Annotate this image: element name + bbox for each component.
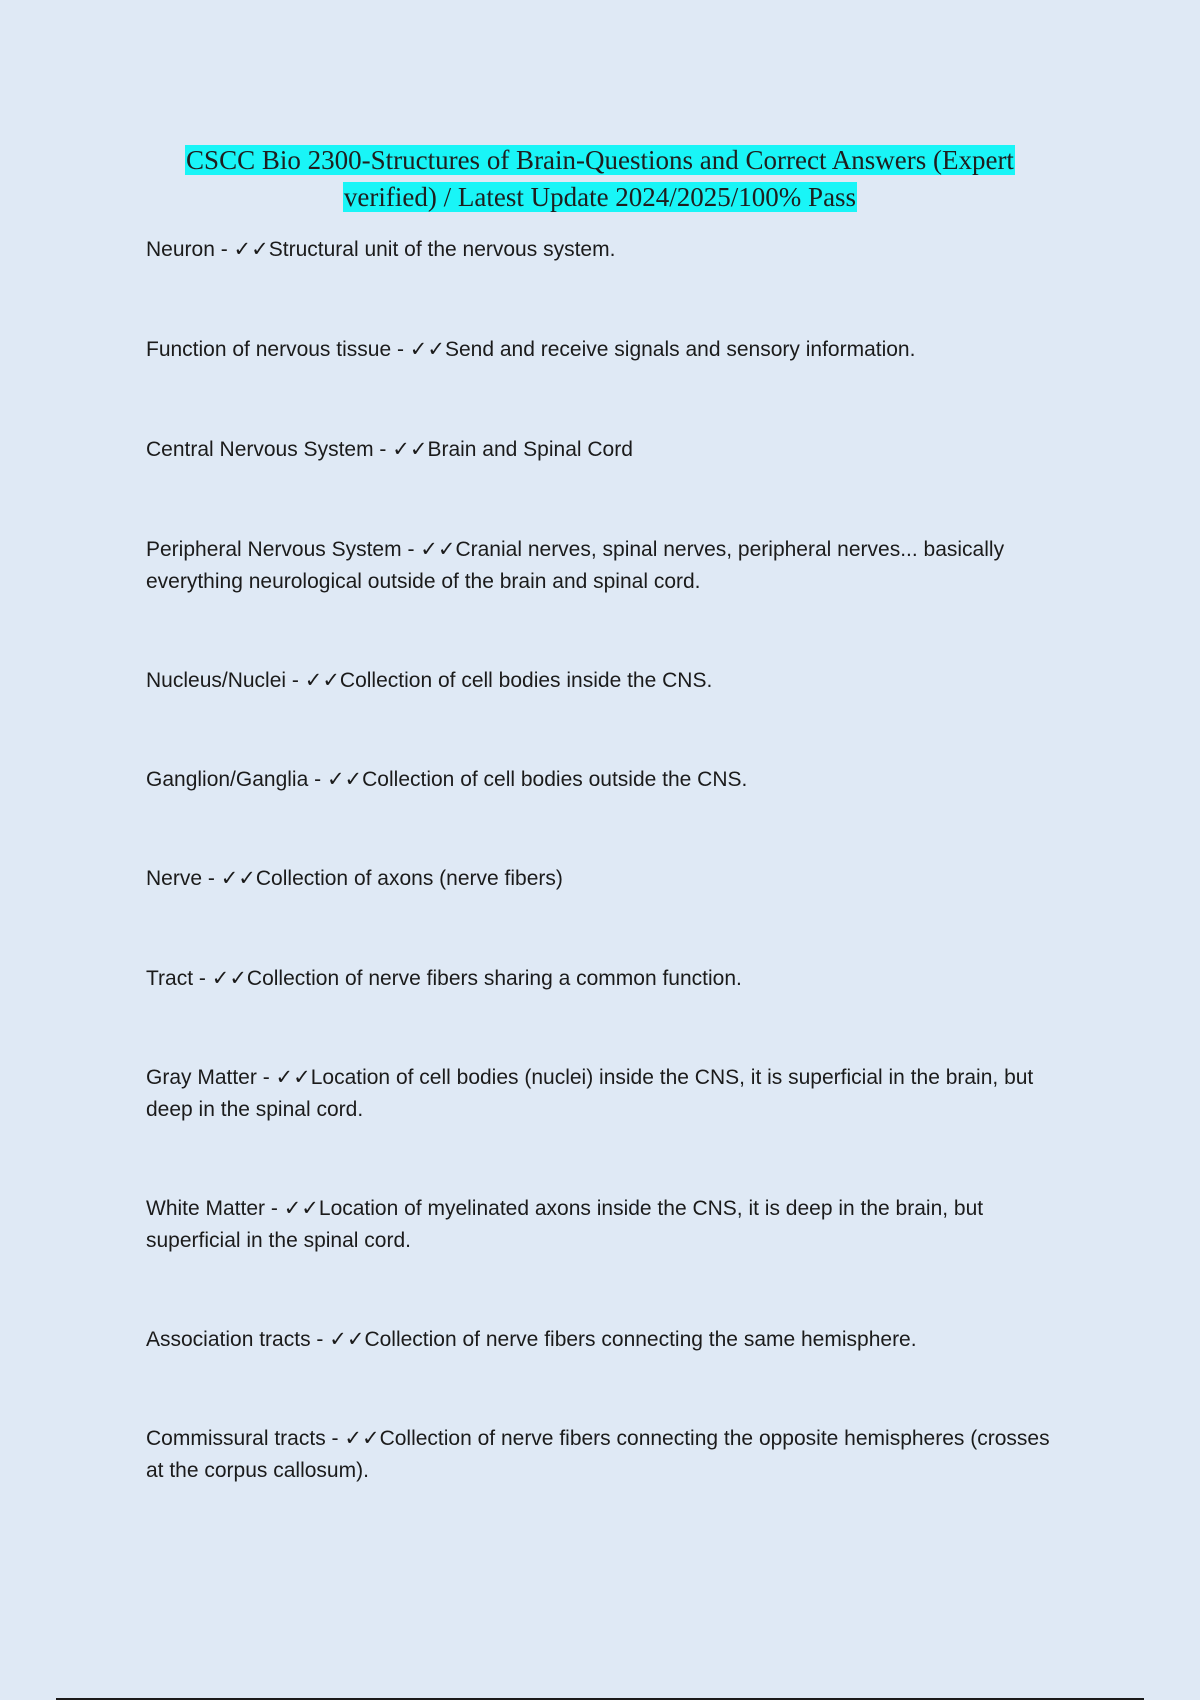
entry-term: Peripheral Nervous System <box>146 538 402 561</box>
entry-term: Central Nervous System <box>146 438 374 461</box>
qa-entry <box>146 534 1066 598</box>
checkmark-separator: - ✓✓ <box>391 338 445 361</box>
entry-term: Function of nervous tissue <box>146 338 392 361</box>
entry-definition: Collection of nerve fibers connecting the opposite hemispheres (crosses at the corpus callosum). <box>146 1427 1050 1482</box>
entry-term: Nucleus/Nuclei <box>146 669 287 692</box>
entry-definition: Collection of cell bodies outside the CNS. <box>362 768 748 791</box>
qa-entry <box>146 665 1066 697</box>
entry-definition: Brain and Spinal Cord <box>427 438 633 461</box>
qa-entry <box>146 963 1066 995</box>
entry-term: Commissural tracts <box>146 1427 326 1450</box>
checkmark-separator: - ✓✓ <box>214 238 269 261</box>
entry-definition: Collection of axons (nerve fibers) <box>255 867 563 890</box>
entry-definition: Structural unit of the nervous system. <box>268 238 616 261</box>
checkmark-separator: - ✓✓ <box>256 1066 311 1089</box>
entry-term: Association tracts <box>146 1328 311 1351</box>
qa-entry <box>146 863 1066 895</box>
checkmark-separator: - ✓✓ <box>325 1427 380 1450</box>
qa-entry <box>146 234 1066 266</box>
entry-term: White Matter <box>146 1197 266 1220</box>
entry-term: Tract <box>146 967 194 990</box>
entry-definition: Location of cell bodies (nuclei) inside the CNS, it is superficial in the brain, but deep in the spinal cord. <box>146 1066 1034 1121</box>
checkmark-separator: - ✓✓ <box>202 867 256 890</box>
entry-definition: Cranial nerves, spinal nerves, peripheral nerves... basically everything neurological outside of the brain and spinal cord. <box>146 538 1005 593</box>
checkmark-separator: - ✓✓ <box>308 768 363 791</box>
checkmark-separator: - ✓✓ <box>310 1328 365 1351</box>
entry-term: Ganglion/Ganglia <box>146 768 309 791</box>
title-line-1: CSCC Bio 2300-Structures of Brain-Questions and Correct Answers (Expert <box>186 145 1014 175</box>
qa-entry <box>146 434 1066 466</box>
checkmark-separator: - ✓✓ <box>286 669 340 692</box>
title-line-2: verified) / Latest Update 2024/2025/100% Pass <box>343 182 857 212</box>
qa-entry <box>146 1423 1066 1487</box>
checkmark-separator: - ✓✓ <box>265 1197 319 1220</box>
qa-entry <box>146 334 1066 366</box>
document-title <box>100 142 1100 216</box>
entry-term: Gray Matter <box>146 1066 257 1089</box>
entry-definition: Location of myelinated axons inside the CNS, it is deep in the brain, but superficial in the spinal cord. <box>146 1197 984 1252</box>
checkmark-separator: - ✓✓ <box>401 538 456 561</box>
entry-term: Neuron <box>146 238 215 261</box>
entry-definition: Collection of nerve fibers connecting the same hemisphere. <box>364 1328 917 1351</box>
qa-entry <box>146 1324 1066 1356</box>
entry-definition: Send and receive signals and sensory information. <box>445 338 916 361</box>
checkmark-separator: - ✓✓ <box>193 967 247 990</box>
entry-term: Nerve <box>146 867 203 890</box>
qa-entry-list <box>146 234 1066 1487</box>
checkmark-separator: - ✓✓ <box>373 438 428 461</box>
qa-entry <box>146 764 1066 796</box>
qa-entry <box>146 1062 1066 1126</box>
entry-definition: Collection of nerve fibers sharing a common function. <box>246 967 742 990</box>
qa-entry <box>146 1193 1066 1257</box>
entry-definition: Collection of cell bodies inside the CNS. <box>339 669 713 692</box>
